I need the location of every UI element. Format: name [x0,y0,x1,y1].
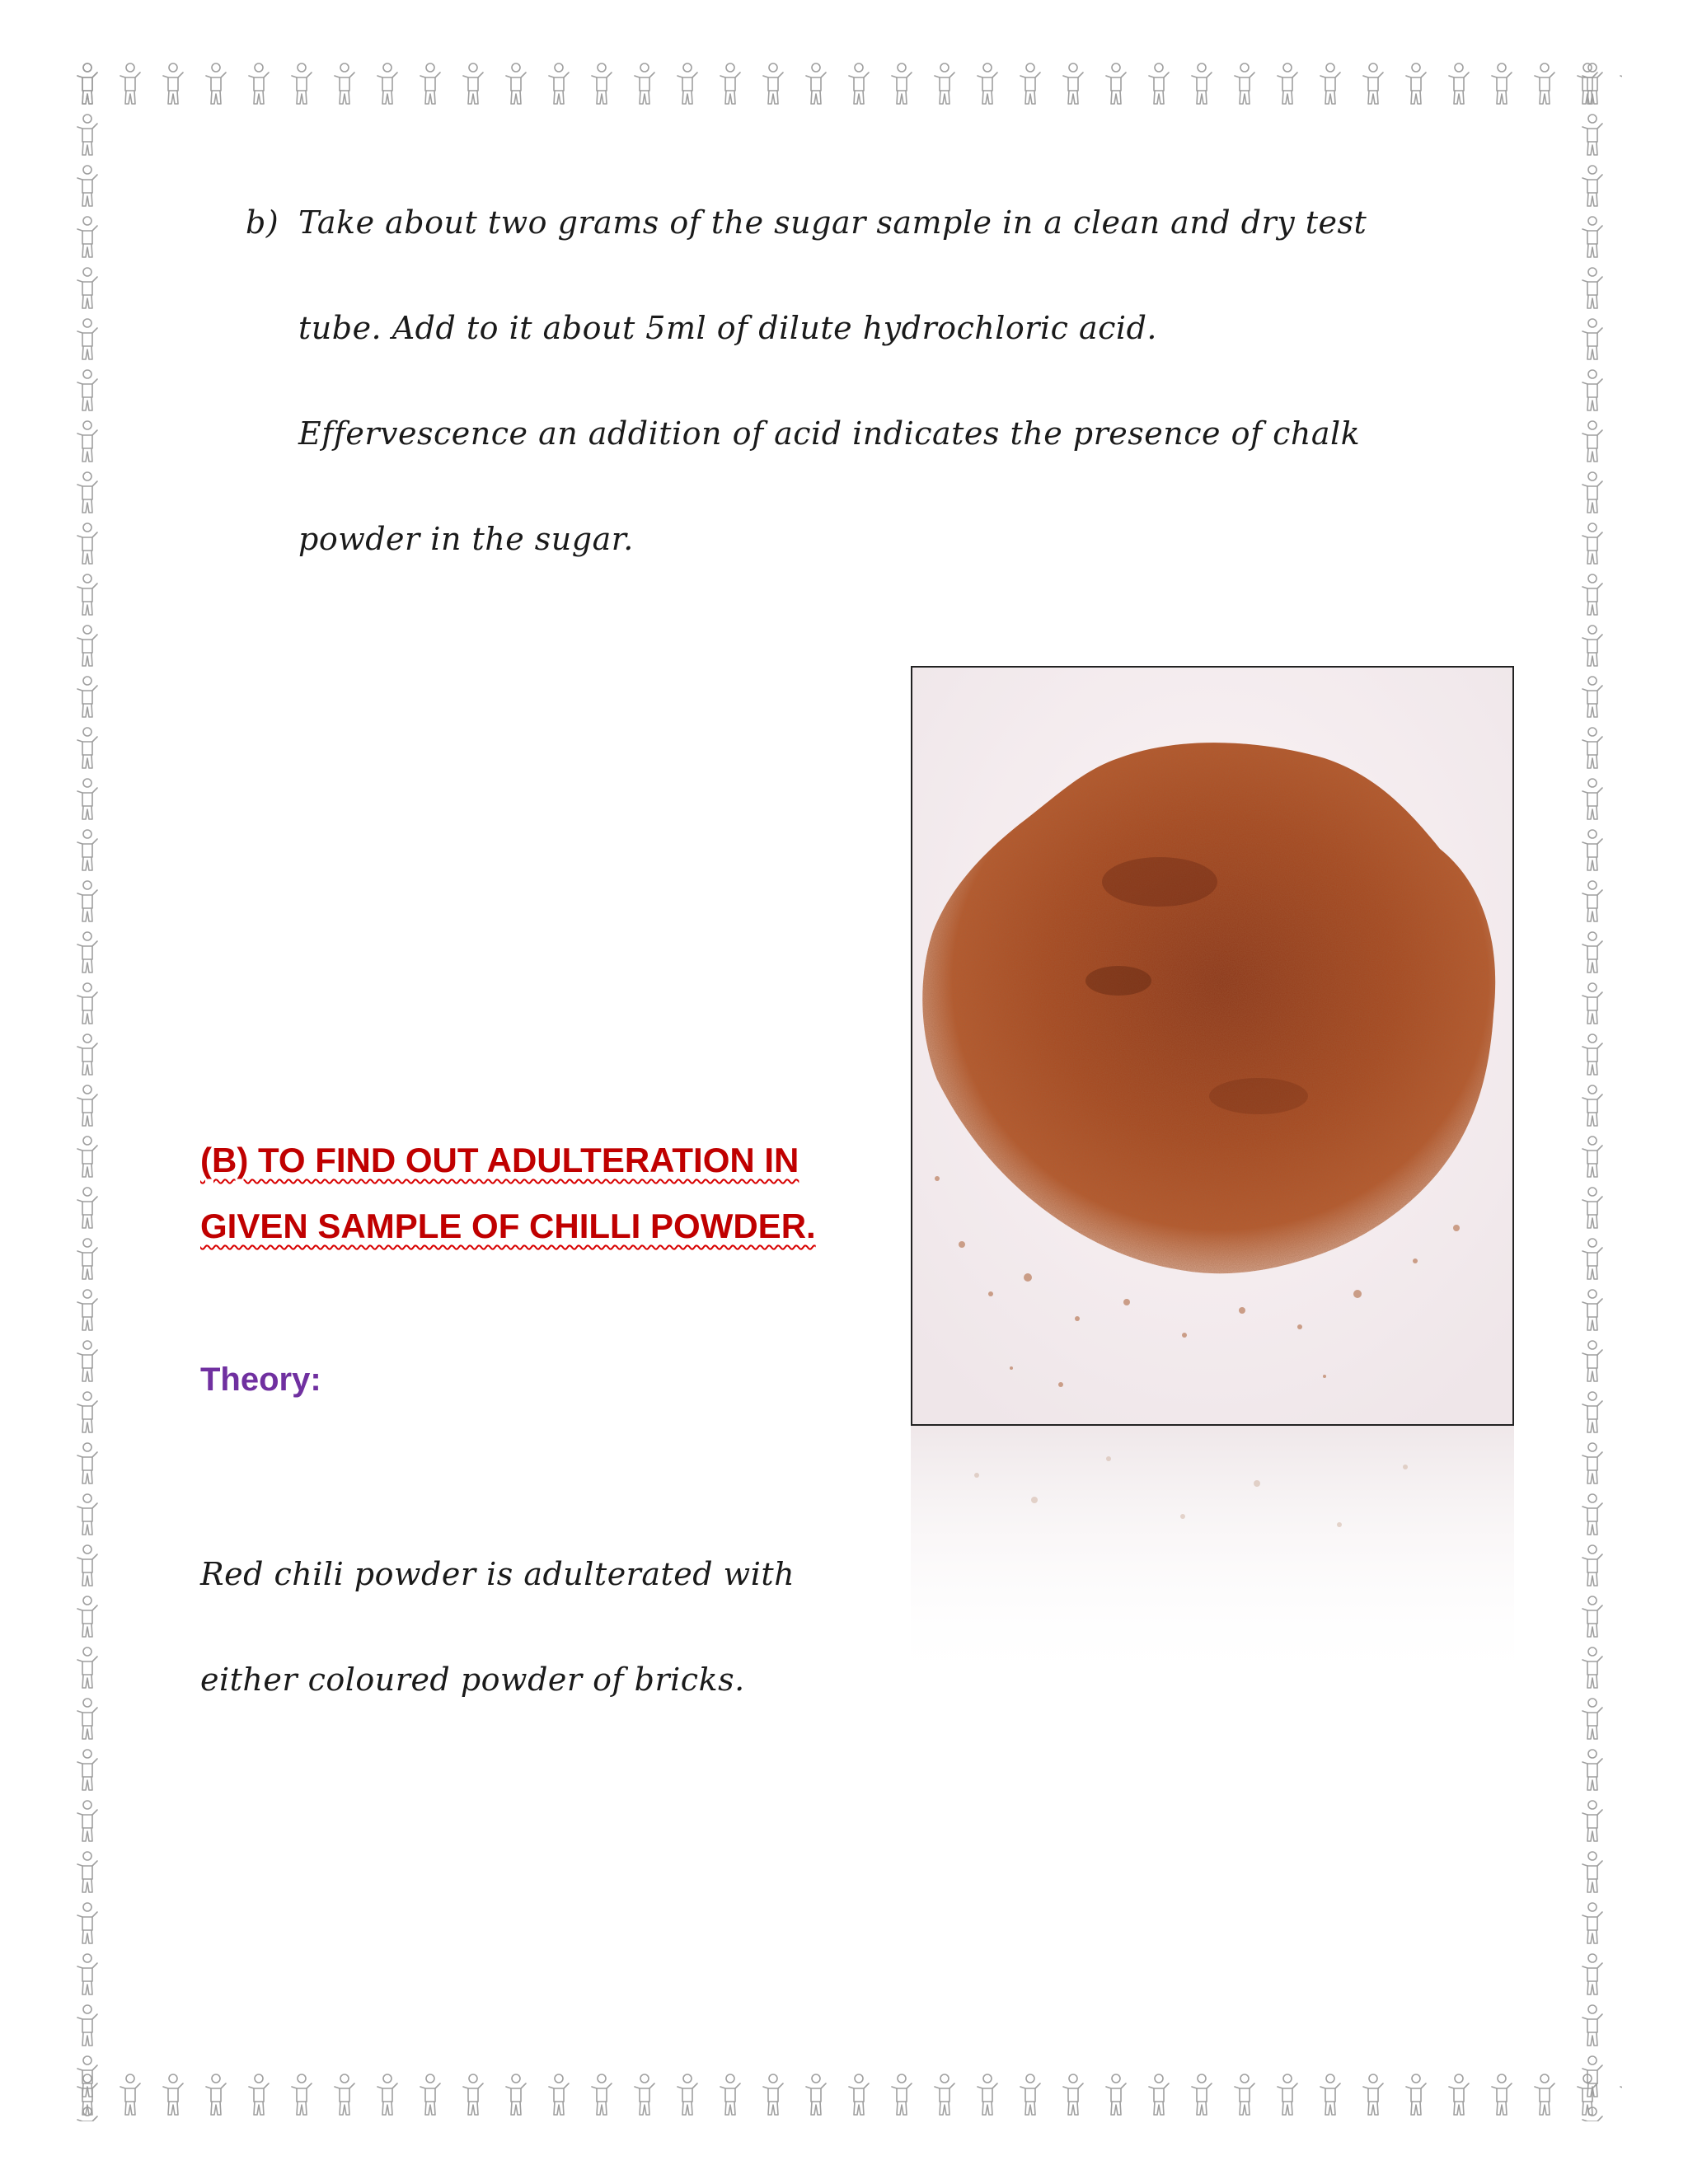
step-b-line-1 [246,198,1498,303]
theory-line-2: either coloured powder of bricks. [200,1661,745,1698]
chilli-powder-icon [912,668,1512,1424]
step-b-paragraph [246,198,1498,620]
chilli-powder-photo [911,666,1514,1426]
border-bottom-figures [66,2070,1622,2121]
step-b-label: b) [246,204,279,241]
theory-label: Theory: [200,1361,321,1398]
theory-paragraph [200,1549,909,1760]
step-b-line-2: tube. Add to it about 5ml of dilute hydrochloric acid. [298,310,1157,346]
step-b-line-3: Effervescence an addition of acid indicates the presence of chalk [298,415,1361,452]
heading-line-1: (B) TO FIND OUT ADULTERATION IN [200,1141,799,1179]
theory-line-1: Red chili powder is adulterated with [200,1556,795,1592]
heading-line-2: GIVEN SAMPLE OF CHILLI POWDER. [200,1207,816,1245]
border-top-figures [66,59,1622,110]
border-left-figures [66,59,117,2121]
border-right-figures [1571,59,1622,2121]
reflection-shape [911,1426,1514,1690]
section-heading [200,1127,909,1259]
photo-reflection [911,1426,1514,1690]
step-b-line-4: powder in the sugar. [298,521,634,557]
step-b-text-1: Take about two grams of the sugar sample in a clean and dry test [298,204,1367,241]
